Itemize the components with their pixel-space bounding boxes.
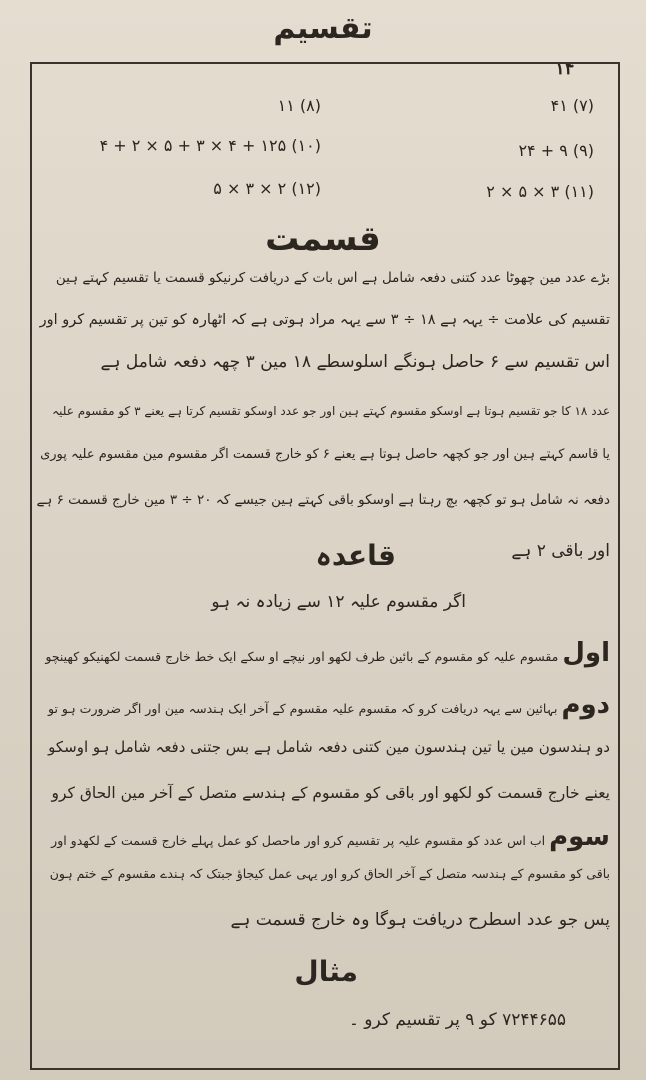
exercise-7: (۷) ۴۱ xyxy=(550,96,594,115)
intro-line-4: عدد ۱۸ کا جو تقسیم ہوتا ہے اوسکو مقسوم کہتے ہین اور جو عدد اوسکو تقسیم کرتا ہے یعنے ۳ کو مقسوم علیہ xyxy=(52,404,610,418)
step-second-text: بہائین سے یہہ دریافت کرو کہ مقسوم علیہ مقسوم کے آخر ایک ہندسہ مین اور اگر ضرورت ہو تو xyxy=(48,701,558,716)
page-number: ۱۴ xyxy=(555,58,575,79)
exercise-9: (۹) ۹ + ۲۴ xyxy=(518,141,594,160)
step-second xyxy=(48,692,610,718)
step-first-lead: اول xyxy=(562,638,610,668)
step-third xyxy=(51,824,610,850)
intro-line-3: اس تقسیم سے ۶ حاصل ہونگے اسلوسطے ۱۸ مین ۳ چھہ دفعہ شامل ہے xyxy=(100,352,610,372)
example-title: مثال xyxy=(294,955,358,988)
intro-line-6: دفعہ نہ شامل ہو تو کچھہ بچ رہتا ہے اوسکو باقی کہتے ہین جیسے کہ ۲۰ ÷ ۳ مین خارج قسمت ۶ ہے xyxy=(36,492,610,508)
intro-line-1: بڑے عدد مین چھوٹا عدد کتنی دفعہ شامل ہے اس بات کے دریافت کرنیکو قسمت یا تقسیم کہتے ہین xyxy=(55,270,610,286)
step-third-text: اب اس عدد کو مقسوم علیہ پر تقسیم کرو اور ماحصل کو عمل پہلے خارج قسمت کے لکھدو اور xyxy=(51,833,546,848)
step-third-cont-2: پس جو عدد اسطرح دریافت ہوگا وہ خارج قسمت ہے xyxy=(230,910,610,930)
step-second-cont-2: یعنے خارج قسمت کو لکھو اور باقی کو مقسوم کے ہندسے متصل کے آخر مین الحاق کرو xyxy=(51,784,610,802)
exercise-8: (۸) ۱۱ xyxy=(277,96,321,115)
intro-line-2: تقسیم کی علامت ÷ یہہ ہے ۱۸ ÷ ۳ سے یہہ مراد ہوتی ہے کہ اٹھارہ کو تین پر تقسیم کرو اور xyxy=(39,312,610,328)
step-first xyxy=(45,640,610,666)
step-third-lead: سوم xyxy=(549,822,610,852)
running-title: تقسیم xyxy=(273,11,373,46)
step-second-lead: دوم xyxy=(561,690,610,720)
exercise-11: (۱۱) ۳ × ۵ × ۲ xyxy=(486,182,594,201)
intro-line-7: اور باقی ۲ ہے xyxy=(511,541,610,561)
exercise-12: (۱۲) ۲ × ۳ × ۵ xyxy=(213,179,321,198)
step-third-cont-1: باقی کو مقسوم کے ہندسہ متصل کے آخر الحاق کرو اور یہی عمل کیجاؤ جبتک کہ ہندے مقسوم کے ختم ہون xyxy=(49,866,610,881)
rule-condition: اگر مقسوم علیہ ۱۲ سے زیادہ نہ ہو xyxy=(211,592,466,612)
exercise-10: (۱۰) ۱۲۵ + ۴ × ۳ + ۵ × ۲ + ۴ xyxy=(99,136,321,155)
section-title: قسمت xyxy=(265,219,381,259)
example-line: ۷۲۴۴۶۵۵ کو ۹ پر تقسیم کرو ۔ xyxy=(348,1010,566,1030)
step-first-text: مقسوم علیہ کو مقسوم کے بائین طرف لکھو اور نیچے او سکے ایک خط خارج قسمت لکھنیکو کھینچو xyxy=(45,649,559,664)
step-second-cont-1: دو ہندسون مین یا تین ہندسون مین کتنی دفعہ شامل ہے بس جتنی دفعہ شامل ہو اوسکو xyxy=(48,738,610,756)
intro-line-5: یا قاسم کہتے ہین اور جو کچھہ حاصل ہوتا ہے یعنے ۶ کو خارج قسمت اگر مقسوم مین مقسوم علیہ پوری xyxy=(40,447,610,462)
rule-title: قاعدہ xyxy=(315,539,396,572)
